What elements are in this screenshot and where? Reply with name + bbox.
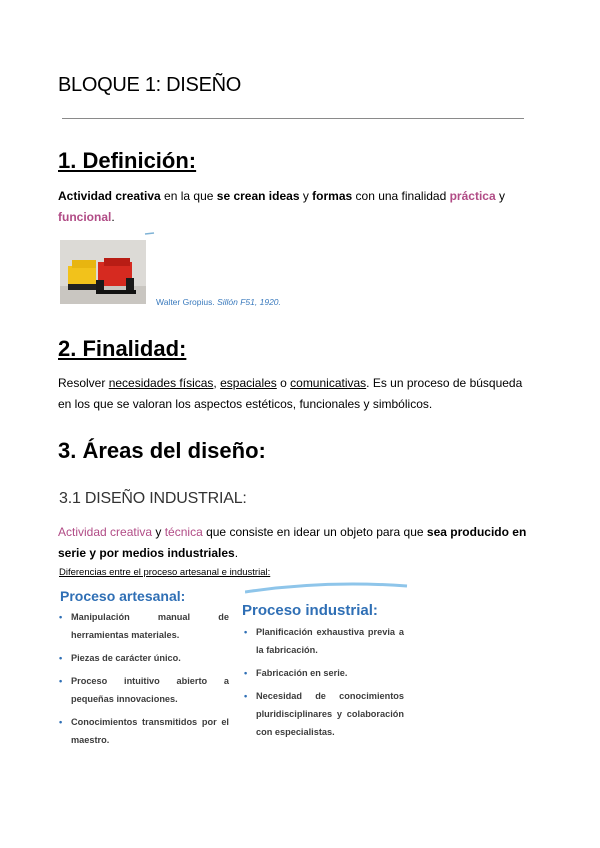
list-item: • Conocimientos transmitidos por el maestro. bbox=[57, 713, 229, 749]
list-item: • Proceso intuitivo abierto a pequeñas innovaciones. bbox=[57, 672, 229, 708]
text-segment: , bbox=[213, 376, 221, 390]
list-item: • Manipulación manual de herramientas materiales. bbox=[57, 608, 229, 644]
industrial-list bbox=[242, 623, 404, 741]
text-practica: práctica bbox=[449, 189, 496, 203]
list-item: • Planificación exhaustiva previa a la fabricación. bbox=[242, 623, 404, 659]
definicion-paragraph bbox=[58, 186, 528, 228]
text-formas: formas bbox=[312, 189, 353, 203]
list-item: • Piezas de carácter único. bbox=[57, 649, 229, 667]
text-comunicativas: comunicativas bbox=[290, 376, 367, 390]
heading-areas-diseno: 3. Áreas del diseño: bbox=[58, 438, 266, 463]
text-segment: Resolver bbox=[58, 376, 109, 390]
heading-finalidad: 2. Finalidad: bbox=[58, 336, 187, 361]
industrial-title: Proceso industrial: bbox=[242, 602, 378, 619]
text-segment: . Es un proceso de búsqueda en los que se valoran los aspectos estéticos, funcionales y simbólicos. bbox=[58, 376, 523, 411]
caption-work: Sillón F51, 1920. bbox=[217, 297, 281, 307]
text-segment: que consiste en idear un objeto para que bbox=[202, 525, 427, 539]
text-necesidades-fisicas: necesidades físicas bbox=[108, 376, 214, 390]
armchair-photo bbox=[60, 240, 146, 304]
list-item: • Necesidad de conocimientos pluridisciplinares y colaboración con especialistas. bbox=[242, 687, 404, 741]
text-tecnica: técnica bbox=[164, 525, 203, 539]
text-segment: y bbox=[495, 189, 505, 203]
text-funcional: funcional bbox=[58, 210, 112, 224]
artesanal-column bbox=[57, 588, 229, 754]
caption-author: Walter Gropius. bbox=[156, 297, 218, 307]
list-item: • Fabricación en serie. bbox=[242, 664, 404, 682]
artesanal-list bbox=[57, 608, 229, 749]
finalidad-paragraph bbox=[58, 373, 528, 415]
text-segment: o bbox=[276, 376, 291, 390]
text-segment: con una finalidad bbox=[352, 189, 450, 203]
title-divider bbox=[62, 118, 524, 119]
text-segment: . bbox=[111, 210, 115, 224]
text-se-crean-ideas: se crean ideas bbox=[216, 189, 300, 203]
photo-marker bbox=[144, 231, 156, 235]
process-comparison bbox=[57, 580, 409, 760]
text-producido-en-serie: sea producido en serie y por medios industriales bbox=[58, 525, 527, 560]
text-segment: y bbox=[152, 525, 165, 539]
text-actividad-creativa: Actividad creativa bbox=[58, 525, 153, 539]
armchair-illustration bbox=[60, 240, 146, 304]
document-title: BLOQUE 1: DISEÑO bbox=[58, 74, 242, 96]
photo-caption bbox=[156, 297, 281, 307]
diseno-industrial-paragraph bbox=[58, 522, 528, 564]
industrial-column bbox=[242, 602, 404, 746]
text-segment: y bbox=[299, 189, 313, 203]
artesanal-title: Proceso artesanal: bbox=[60, 588, 186, 604]
text-actividad-creativa: Actividad creativa bbox=[58, 189, 161, 203]
text-segment: . bbox=[234, 546, 239, 560]
heading-definicion: 1. Definición: bbox=[58, 148, 197, 173]
text-segment: en la que bbox=[160, 189, 217, 203]
diferencias-title: Diferencias entre el proceso artesanal e industrial: bbox=[59, 567, 271, 578]
text-espaciales: espaciales bbox=[220, 376, 277, 390]
subheading-diseno-industrial: 3.1 DISEÑO INDUSTRIAL: bbox=[59, 490, 247, 507]
